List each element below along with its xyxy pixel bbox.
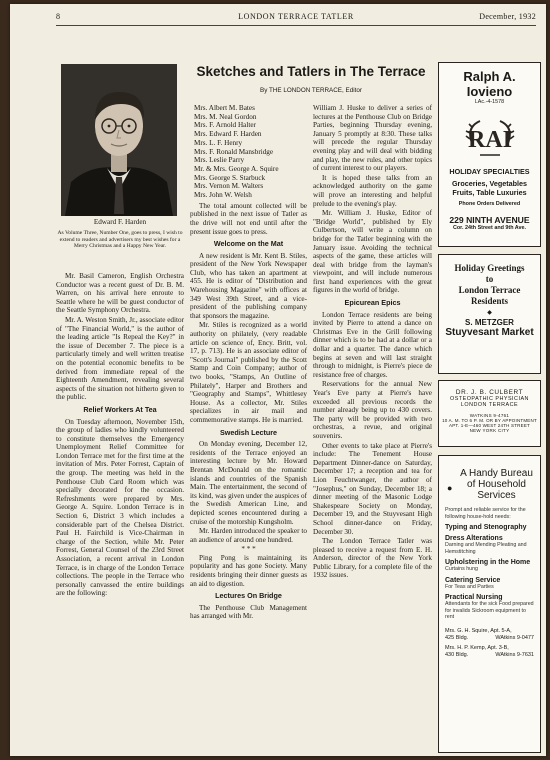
contact-phone: WAtkins 9-7631 (495, 651, 534, 658)
paragraph: The total amount collected will be published in the next issue of Tatler as the drive will not end until after the present issue goes to press. (190, 201, 307, 236)
monogram-letters: RAI (467, 127, 512, 153)
volunteer-list (190, 104, 307, 200)
magazine-title: LONDON TERRACE TATLER (238, 12, 354, 21)
article-byline: By THE LONDON TERRACE, Editor (260, 87, 362, 94)
separator-stars: * * * (241, 545, 256, 554)
paragraph: On Tuesday afternoon, November 15th, the group of ladies who kindly volunteered to constitute themselves the Emergency Unemployment Relief Committee for London Terrace met for the first time at the invitation of Mrs. Peter Forrest, Captain of the group. The meeting was held in the Penthouse Club Card Room which was specially decorated for the occasion. Refreshments were prepared by Mrs. George A. Squire. London Terrace is in Section 6, District 3 which includes a considerable part of the Chelsea District. Paul H. Fairchild is Vice-Chairman in charge of the Section, while Mr. Peter Forrest, General Counsel of the 23rd Street Association, a recent arrival in London Terrace, is in charge of the London Terrace collections. The people in the Terrace who personally canvassed the entire buildings are the following: (56, 417, 184, 598)
ad-culbert-phone: WATKINS 9-4761 (469, 413, 510, 418)
issue-date: December, 1932 (479, 12, 536, 21)
article-title: Sketches and Tatlers in The Terrace (196, 64, 426, 79)
ad-iovieno-corner: Cor. 24th Street and 9th Ave. (453, 225, 526, 231)
service-name: Practical Nursing (445, 594, 503, 601)
paragraph: London Terrace residents are being invited by Pierre to attend a dance on Christmas Eve in the Grill following dinner which is to be had at a dollar or a dollar and a quarter. The dance which begins at seven and will last straight through to midnight, is Pierre's piece de resistance free of charges. (313, 310, 432, 379)
ad-metzger-business: Stuyvesant Market (445, 327, 534, 338)
service-name: Dress Alterations (445, 535, 503, 542)
ad-iovieno-line1: HOLIDAY SPECIALTIES (449, 167, 530, 176)
service-desc: Attendants for the sick Food prepared for invalids Sickroom equipment to rent (445, 601, 534, 620)
monogram-emblem (462, 109, 518, 165)
list-item: Mrs. Leslie Parry (194, 156, 245, 165)
service-name: Catering Service (445, 576, 501, 584)
section-heading: Epicurean Epics (344, 298, 401, 308)
paragraph: A new resident is Mr. Kent B. Stiles, president of the New York Newspaper Club, who has taken an apartment at 455. He is editor of "Distribution and Warehousing Magazine" with offices at 349 West 39th Street, and a vice-president of the publishing company that sponsors the magazine. (190, 251, 307, 320)
page-number: 8 (56, 12, 61, 21)
section-heading: Welcome on the Mat (213, 239, 284, 249)
paragraph: The London Terrace Tatler was pleased to receive a request from E. H. Anderson, director of the New York Public Library, for a complete file of the 1932 issues. (313, 537, 432, 580)
list-item: Mrs. Vernon M. Walters (194, 182, 264, 191)
contact-bldg: 430 Bldg. (445, 651, 469, 658)
list-item: Mrs. F. Arnold Halter (194, 121, 256, 130)
ad-bureau-intro: Prompt and reliable service for the following house-hold needs: (445, 507, 526, 520)
ad-culbert-hours: 10 A. M. TO 6 P. M. OR BY APPOINTMENT (442, 418, 537, 423)
bullet-icon: ● (447, 483, 453, 493)
contact-line (445, 628, 534, 635)
paragraph: William J. Huske to deliver a series of lectures at the Penthouse Club on Bridge Parties, beginning Thursday evening, January 5 promptly at 8:30. These talks will precede the regular Thursday evening play and will deal with bidding and play, the new rules, and other topics of current interest to our players. (313, 104, 432, 173)
bullet-icon: ◆ (487, 310, 492, 316)
list-item: Mrs. F. Ronald Mansbridge (194, 147, 274, 156)
ad-metzger-greeting3: London Terrace (458, 285, 521, 295)
ad-culbert-location: LONDON TERRACE (460, 402, 519, 408)
portrait-photo (61, 64, 177, 216)
column-1 (56, 272, 184, 599)
contact-name: Mrs. H. P. Kemp, Apt. 3-B, (445, 644, 509, 651)
ad-metzger-greeting4: Residents (470, 296, 508, 306)
contact-line (445, 635, 534, 642)
page-header (56, 12, 536, 24)
ad-culbert-title: OSTEOPATHIC PHYSICIAN (450, 396, 529, 402)
list-item: Mrs. George S. Starbuck (194, 173, 266, 182)
list-item: Mrs. John W. Welsh (194, 191, 252, 200)
ad-culbert-name: DR. J. B. CULBERT (455, 389, 524, 396)
column-2 (190, 104, 307, 622)
list-item: Mrs. M. Neal Gordon (194, 112, 257, 121)
paragraph: The Penthouse Club Management has arranged with Mr. (190, 603, 307, 621)
ad-iovieno-phone: LAc.-4-1578 (474, 99, 505, 105)
ad-culbert-city: NEW YORK CITY (469, 428, 510, 433)
photo-caption-name: Edward F. Harden (93, 218, 147, 226)
paragraph: Reservations for the annual New Year's Eve party at Pierre's have exceeded all previous records the number already being up to 430 covers. The party will be provided with two orchestras, a revue, and original souvenirs. (313, 380, 432, 440)
paragraph: Other events to take place at Pierre's include: The Tenement House Department Dinner-dance on Saturday, December 17; a reception and tea for Lion Feuchtwanger, the author of "Josephus," on Sunday, December 18; a dinner meeting of the Masonic Lodge Shakespeare Society on Monday, December 19, and the Stuyvesant High School dinner-dance on Friday, December 30. (313, 441, 432, 536)
ad-culbert (438, 380, 541, 447)
service-desc: Curtains hung (445, 566, 478, 572)
service-desc: For Teas and Parties (445, 583, 494, 590)
ad-bureau-title1: A Handy Bureau (460, 468, 533, 479)
magazine-page (10, 4, 546, 756)
contact-line (445, 652, 534, 659)
contact-line (445, 645, 534, 652)
service-name: Typing and Stenography (445, 524, 527, 531)
service-name: Upholstering in the Home (445, 559, 531, 566)
paragraph: Mr. Harden introduced the speaker to an audience of around one hundred. (190, 527, 307, 544)
contact-phone: WAtkins 9-0477 (495, 634, 534, 641)
ad-bureau-services (439, 507, 540, 659)
contact-name: Mrs. G. H. Squire, Apt. 5-A, (445, 627, 512, 634)
ad-bureau-title3: Services (477, 490, 516, 501)
ad-metzger-greeting2: to (485, 274, 494, 284)
paragraph: On Monday evening, December 12, residents of the Terrace enjoyed an interesting lecture by Mr. Howard Brentan McDonald on the romantic islands and countries of the Spanish Main. The entertainment, the second of its kind, was given under the auspices of the Swedish American Line, and depicted scenes encountered during a cruise of the motorship Kungsholm. (190, 440, 307, 526)
section-heading: Lectures On Bridge (215, 591, 282, 601)
list-item: Mrs. Edward F. Harden (194, 130, 262, 139)
paragraph: Mr. Stiles is recognized as a world authority on philately, (very readable article on science of, Ency. Britt, vol. 17, p. 713). He is an associate editor of "Scott's Journal" published by the Scott Stamp and Coin Company; author of two books, "Stamps, An Outline of Philately", Harper and Brothers and "Geography and Stamps", Whittlesey House. As a collector, Mr. Stiles specializes in air mail and commemorative stamps. He is married. (190, 321, 307, 424)
ad-iovieno-name: Ralph A. Iovieno (463, 69, 516, 99)
ad-iovieno-line4: Phone Orders Delivered (458, 201, 521, 207)
list-item: Mrs. L. F. Henry (194, 138, 243, 147)
list-item: Mr. & Mrs. George A. Squire (194, 164, 279, 173)
ad-iovieno (438, 62, 541, 247)
ad-bureau-title2: of Household (467, 479, 526, 490)
paragraph: It is hoped these talks from an acknowledged authority on the game will prove an interesting and helpful prelude to the evening's play. (313, 173, 432, 208)
paragraph: Mr. Basil Cameron, English Orchestra Conductor was a recent guest of Dr. B. M. Warren, on his arrival here enroute to Seattle where he will be guest conductor of the Seattle Symphony Orchestra. (56, 272, 184, 315)
contact-block (445, 628, 534, 659)
paragraph: Ping Pong is maintaining its popularity and has gone Society. Many residents bringing their dinner guests as an aid to digestion. (190, 553, 307, 588)
paragraph: Mr. A. Weston Smith, Jr., associate editor of "The Financial World," is the author of the leading article "Is Repeal the Key?" in the issue of December 7. The piece is a particularly timely and well written treatise on the potential economic benefits to be derived from immediate repeal of the Eighteenth Amendment, revealing several aspects of the situation not hitherto given to the public. (56, 315, 184, 402)
section-heading: Swedish Lecture (219, 427, 278, 437)
section-heading: Relief Workers At Tea (83, 404, 157, 414)
ad-iovieno-address: 229 NINTH AVENUE (449, 215, 530, 225)
column-3 (313, 104, 432, 581)
ad-metzger-name: S. METZGER (465, 318, 514, 327)
ad-metzger (438, 254, 541, 374)
contact-bldg: 425 Bldg. (445, 634, 469, 641)
photo-caption-note: As Volume Three, Number One, goes to press, I wish to extend to readers and advertisers my best wishes for a Merry Christmas and a Happy New Year. (57, 230, 183, 250)
header-rule (56, 25, 536, 26)
paragraph: Mr. William J. Huske, Editor of "Bridge World", published by Ely Culbertson, will write a column on bridge for the Tatler beginning with the January issue. Avoiding the technical aspects of the game, these articles will deal with bridge from the layman's viewpoint, and will include numerous first hand experiences with the great figures in the world of bridge. (313, 209, 432, 295)
ad-culbert-address: APT. 1-E—460 WEST 24TH STREET (449, 423, 530, 428)
service-desc: Darning and Mending Pleating and Hemstitching (445, 542, 527, 555)
ad-iovieno-line3: Fruits, Table Luxuries (452, 188, 527, 197)
ad-metzger-greeting1: Holiday Greetings (454, 263, 525, 273)
ad-household-bureau (438, 455, 541, 753)
ad-iovieno-line2: Groceries, Vegetables (451, 179, 528, 188)
list-item: Mrs. Albert M. Bates (194, 104, 255, 112)
